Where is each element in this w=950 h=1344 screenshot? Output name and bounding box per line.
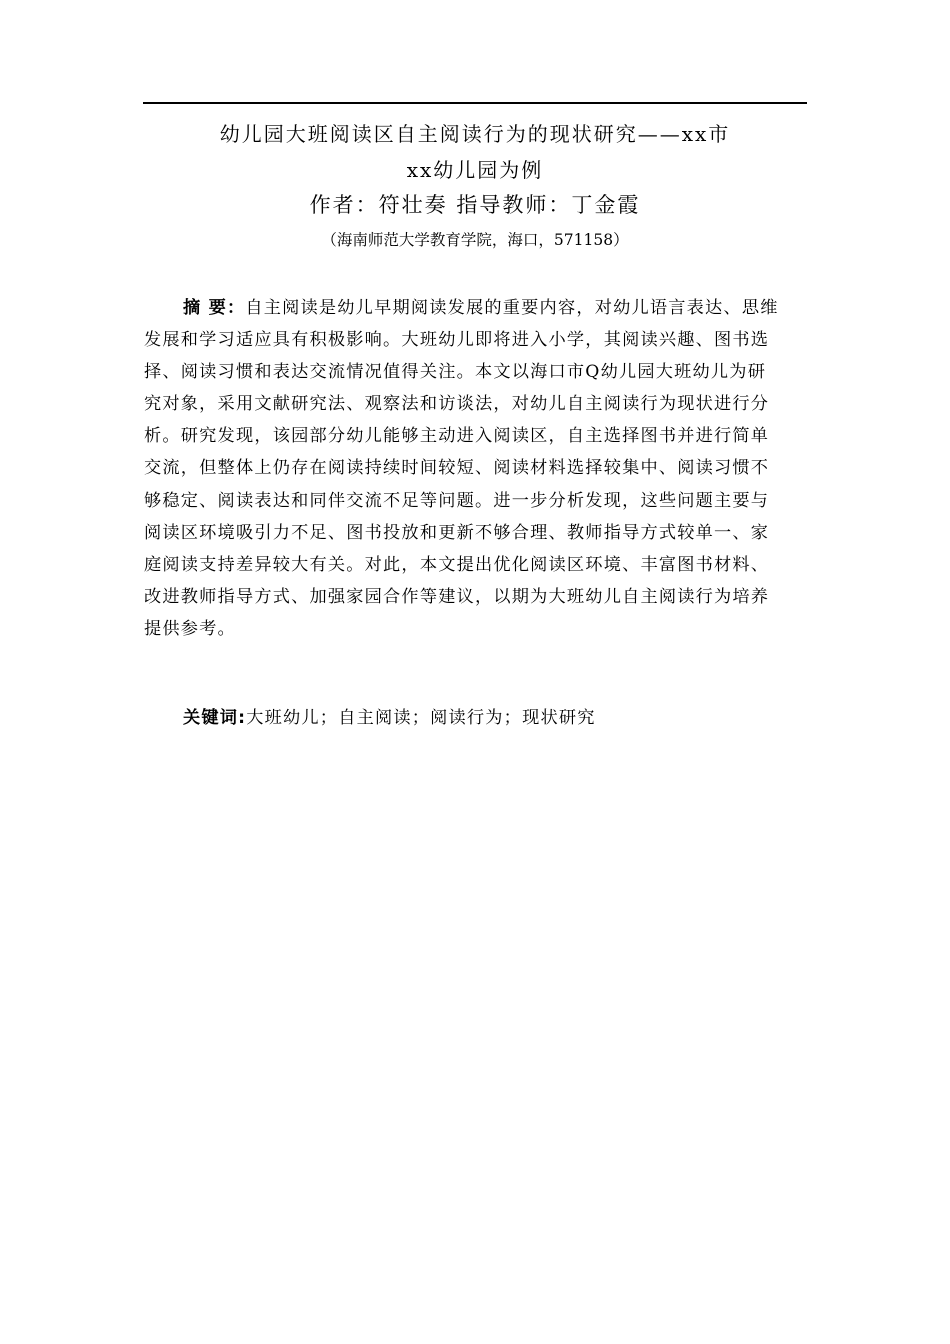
abstract-line: 析。研究发现，该园部分幼儿能够主动进入阅读区，自主选择图书并进行简单 [144,426,770,447]
abstract-line [144,292,808,324]
author-line: 作者：符壮奏 指导教师：丁金霞 [309,193,641,217]
abstract-text: 自主阅读是幼儿早期阅读发展的重要内容，对幼儿语言表达、思维 [245,298,779,318]
affiliation: （海南师范大学教育学院，海口，571158） [321,231,629,249]
keywords-text: 大班幼儿；自主阅读；阅读行为；现状研究 [246,708,596,728]
abstract-line: 择、阅读习惯和表达交流情况值得关注。本文以海口市Q幼儿园大班幼儿为研 [144,362,767,383]
keywords-section [183,703,596,733]
keywords-label: 关键词: [183,708,247,728]
abstract-line: 发展和学习适应具有积极影响。大班幼儿即将进入小学，其阅读兴趣、图书选 [144,330,770,351]
abstract-line: 庭阅读支持差异较大有关。对此，本文提出优化阅读区环境、丰富图书材料、 [144,554,770,575]
abstract-line: 改进教师指导方式、加强家园合作等建议，以期为大班幼儿自主阅读行为培养 [144,586,770,607]
abstract-label: 摘 要： [183,298,246,318]
abstract-section [144,292,808,645]
abstract-line: 阅读区环境吸引力不足、图书投放和更新不够合理、教师指导方式较单一、家 [144,522,770,543]
paper-title-line-2: xx幼儿园为例 [406,158,544,182]
abstract-line: 交流，但整体上仍存在阅读持续时间较短、阅读材料选择较集中、阅读习惯不 [144,458,770,479]
abstract-line: 究对象，采用文献研究法、观察法和访谈法，对幼儿自主阅读行为现状进行分 [144,394,770,415]
paper-title-line-1: 幼儿园大班阅读区自主阅读行为的现状研究——xx市 [219,122,731,146]
abstract-line: 够稳定、阅读表达和同伴交流不足等问题。进一步分析发现，这些问题主要与 [144,490,770,511]
abstract-line: 提供参考。 [144,618,236,639]
header-rule [143,102,807,104]
